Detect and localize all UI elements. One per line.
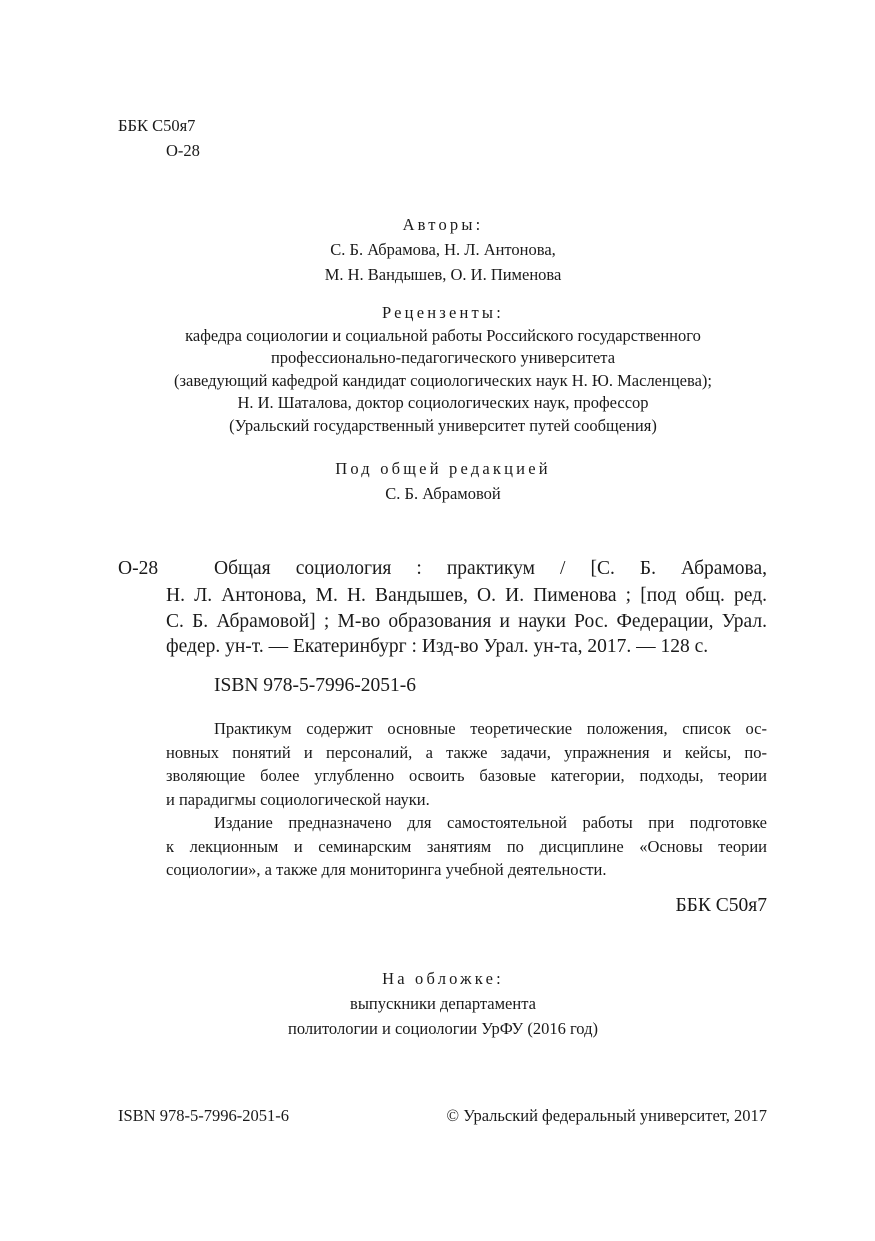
annotation — [166, 717, 767, 882]
authors-line: М. Н. Вандышев, О. И. Пименова — [324, 265, 562, 284]
bib-line: Общая социология : практикум / [С. Б. Абрамова, — [214, 558, 767, 579]
cover-heading: На обложке: — [382, 969, 504, 988]
bib-line: Н. Л. Антонова, М. Н. Вандышев, О. И. Пименова ; [под общ. ред. — [166, 585, 767, 606]
annotation-line: зволяющие более углубленно освоить базовые категории, подходы, теории — [166, 766, 767, 785]
authors-line: С. Б. Абрамова, Н. Л. Антонова, — [330, 240, 556, 259]
cover-block — [118, 966, 768, 1041]
footer-copyright: © Уральский федеральный университет, 2017 — [446, 1106, 767, 1125]
annotation-line: Практикум содержит основные теоретические положения, список ос- — [214, 719, 767, 738]
reviewers-block — [118, 302, 768, 437]
editor-block — [118, 456, 768, 506]
reviewers-heading: Рецензенты: — [381, 303, 505, 322]
editor-heading: Под общей редакцией — [335, 459, 551, 478]
annotation-paragraph — [166, 717, 767, 811]
authors-heading: Авторы: — [402, 215, 484, 234]
reviewers-line: (Уральский государственный университет путей сообщения) — [229, 415, 657, 435]
footer-isbn: ISBN 978-5-7996-2051-6 — [118, 1106, 289, 1125]
reviewers-line: профессионально-педагогического университета — [270, 348, 616, 367]
editor-name: С. Б. Абрамовой — [385, 484, 501, 503]
bib-line: С. Б. Абрамовой] ; М-во образования и науки Рос. Федерации, Урал. — [166, 610, 767, 632]
author-mark-top: О-28 — [166, 141, 200, 160]
bbk-code-top: ББК С50я7 — [118, 116, 196, 135]
bbk-code-bottom: ББК С50я7 — [675, 895, 767, 916]
reviewers-line: (заведующий кафедрой кандидат социологических наук Н. Ю. Масленцева); — [174, 370, 712, 390]
annotation-line: Издание предназначено для самостоятельной работы при подготовке — [214, 813, 767, 832]
reviewers-line: кафедра социологии и социальной работы Российского государственного — [185, 325, 701, 345]
annotation-line: социологии», а также для мониторинга учебной деятельности. — [166, 860, 607, 879]
cover-line: выпускники департамента — [350, 994, 536, 1013]
annotation-paragraph — [166, 811, 767, 882]
authors-block — [118, 212, 768, 287]
annotation-line: к лекционным и семинарским занятиям по дисциплине «Основы теории — [166, 836, 767, 856]
bib-first-line-wrap — [214, 558, 767, 580]
annotation-line: новных понятий и персоналий, а также задачи, упражнения и кейсы, по- — [166, 742, 767, 762]
bib-isbn: ISBN 978-5-7996-2051-6 — [214, 675, 417, 696]
bib-mark: О-28 — [118, 558, 159, 579]
bib-line: федер. ун-т. — Екатеринбург : Изд-во Урал. ун-та, 2017. — 128 с. — [166, 636, 709, 657]
cover-line: политологии и социологии УрФУ (2016 год) — [288, 1019, 598, 1038]
bib-record — [166, 583, 767, 660]
reviewers-line: Н. И. Шаталова, доктор социологических наук, профессор — [237, 393, 649, 412]
annotation-line: и парадигмы социологической науки. — [166, 789, 430, 809]
